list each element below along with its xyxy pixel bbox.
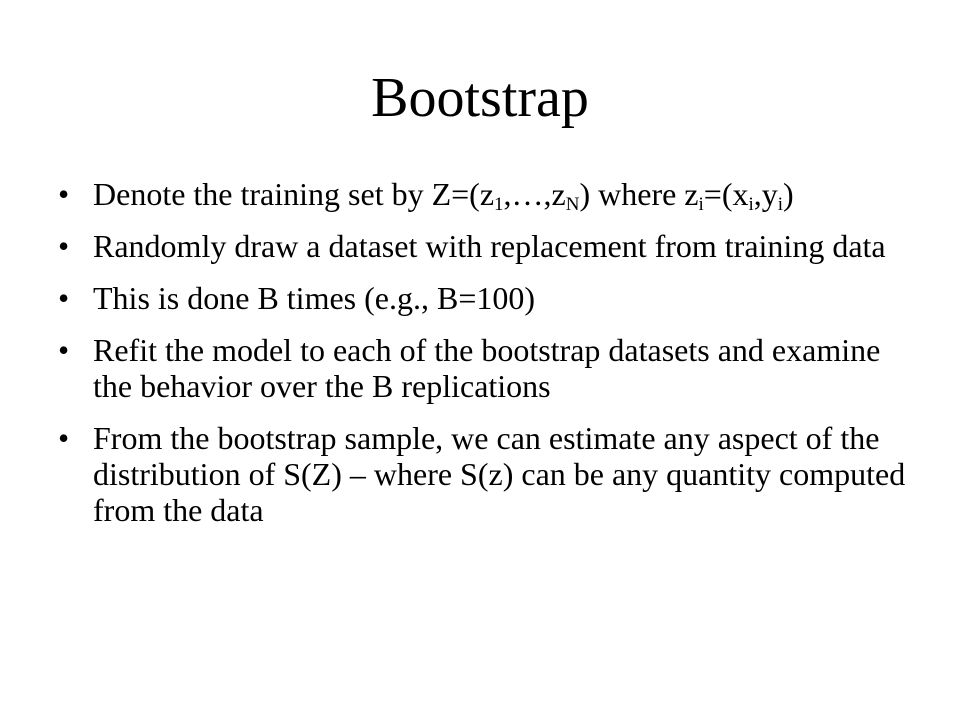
subscript: 1 bbox=[494, 194, 504, 215]
bullet-marker: • bbox=[58, 228, 70, 264]
bullet-marker: • bbox=[58, 176, 70, 212]
bullet-list bbox=[58, 176, 918, 544]
subscript: i bbox=[748, 194, 754, 215]
bullet-text-segment: ,y bbox=[753, 176, 778, 212]
bullet-text-segment: =(x bbox=[703, 176, 749, 212]
subscript: i bbox=[777, 194, 784, 215]
bullet-item bbox=[58, 332, 918, 404]
bullet-text-segment: ) bbox=[783, 176, 794, 212]
bullet-text: This is done B times (e.g., B=100) bbox=[93, 280, 536, 316]
bullet-marker: • bbox=[58, 332, 70, 368]
slide-title: Bootstrap bbox=[371, 67, 589, 129]
bullet-text bbox=[93, 176, 794, 215]
bullet-text: Randomly draw a dataset with replacement from training data bbox=[93, 228, 886, 264]
bullet-item bbox=[58, 176, 918, 215]
bullet-item bbox=[58, 280, 918, 316]
bullet-text-segment: ,…,z bbox=[503, 176, 566, 212]
bullet-marker: • bbox=[58, 420, 70, 456]
bullet-marker: • bbox=[58, 280, 70, 316]
bullet-item bbox=[58, 420, 918, 528]
subscript: N bbox=[565, 194, 580, 215]
bullet-text: Refit the model to each of the bootstrap datasets and examine the behavior over the B replications bbox=[93, 332, 881, 404]
bullet-text-segment: Denote the training set by Z=(z bbox=[93, 176, 495, 212]
bullet-text-segment: ) where z bbox=[579, 176, 699, 212]
bullet-item bbox=[58, 228, 918, 264]
subscript: i bbox=[698, 194, 704, 215]
bullet-text: From the bootstrap sample, we can estimate any aspect of the distribution of S(Z) – where S(z) can be any quantity computed from the data bbox=[93, 420, 906, 528]
